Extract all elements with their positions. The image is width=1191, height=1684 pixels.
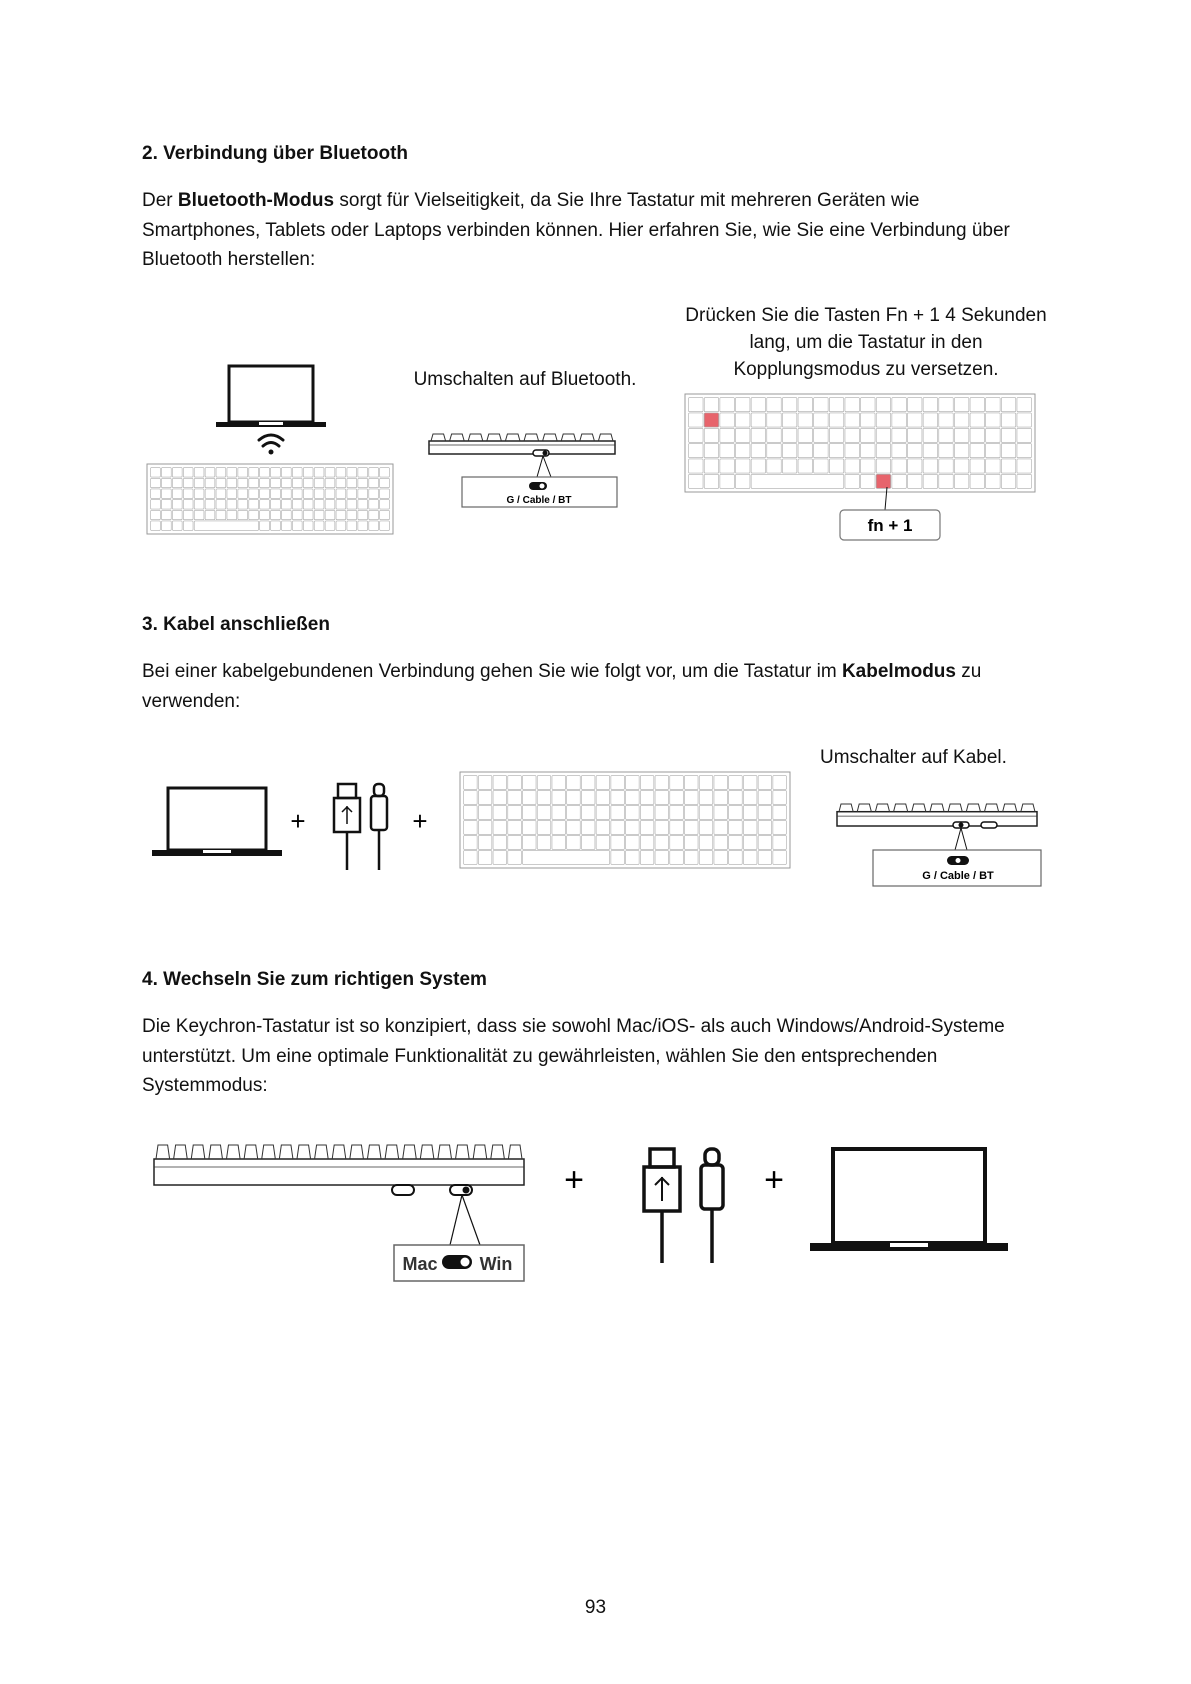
keyboard-icon: [685, 394, 1035, 492]
section-heading-system: 4. Wechseln Sie zum richtigen System: [142, 969, 487, 990]
switch-label-win: Win: [479, 1254, 513, 1274]
switch-label-bluetooth: G / Cable / BT: [506, 495, 572, 506]
usb-c-cable-icon: [371, 784, 387, 870]
mode-switch-icon: [392, 1185, 472, 1195]
plus-sign: +: [564, 1161, 584, 1199]
switch-label-mac: Mac: [402, 1254, 438, 1274]
pairing-keyboard-figure: [683, 392, 1038, 544]
wifi-icon: [259, 435, 283, 455]
caption-pairing: Drücken Sie die Tasten Fn + 1 4 Sekunden lang, um die Tastatur in den Kopplungsmodus zu versetzen.: [685, 305, 1047, 380]
usb-a-cable-icon: [334, 784, 360, 870]
plus-sign: +: [290, 806, 306, 836]
mode-switch-icon: [533, 450, 549, 456]
system-switch-figure: [150, 1135, 1030, 1295]
side-switch-bluetooth-figure: [425, 430, 625, 514]
caption-switch-cable: Umschalter auf Kabel.: [820, 747, 1007, 768]
laptop-icon: [216, 366, 326, 427]
cable-intro: Bei einer kabelgebundenen Verbindung gehen Sie wie folgt vor, um die Tastatur im Kabelmodus zu verwenden:: [142, 661, 982, 712]
usb-a-cable-icon: [644, 1149, 680, 1263]
laptop-icon: [810, 1149, 1008, 1251]
switch-label-cable: G / Cable / BT: [922, 870, 994, 882]
cable-mode-term: Kabelmodus: [841, 661, 956, 682]
keyboard-icon: [147, 464, 393, 534]
laptop-icon: [152, 788, 282, 856]
plus-sign: +: [412, 806, 428, 836]
usb-c-cable-icon: [701, 1149, 723, 1263]
caption-switch-bluetooth: Umschalten auf Bluetooth.: [413, 369, 637, 390]
keyboard-icon: [460, 772, 790, 868]
key-combo-label: fn + 1: [867, 516, 913, 535]
bluetooth-intro: Der Bluetooth-Modus sorgt für Vielseitigkeit, da Sie Ihre Tastatur mit mehreren Geräten wie Smartphones, Tablets oder Laptops verbinden können. Hier erfahren Sie, wie Sie eine Verbindung über Bluetooth herstellen:: [142, 190, 1010, 270]
section-heading-bluetooth: 2. Verbindung über Bluetooth: [142, 143, 408, 164]
system-intro: Die Keychron-Tastatur ist so konzipiert, dass sie sowohl Mac/iOS- als auch Windows/Android-Systeme unterstützt. Um eine optimale Funktionalität zu gewährleisten, wählen Sie den entsprechenden Systemmodus:: [142, 1016, 1005, 1096]
bluetooth-mode-term: Bluetooth-Modus: [177, 190, 335, 211]
section-heading-cable: 3. Kabel anschließen: [142, 614, 330, 635]
side-switch-cable-figure: [835, 800, 1045, 890]
page-number: 93: [584, 1597, 607, 1618]
laptop-bluetooth-keyboard-figure: [145, 360, 400, 540]
cable-connection-figure: [150, 768, 800, 880]
plus-sign: +: [764, 1161, 784, 1199]
